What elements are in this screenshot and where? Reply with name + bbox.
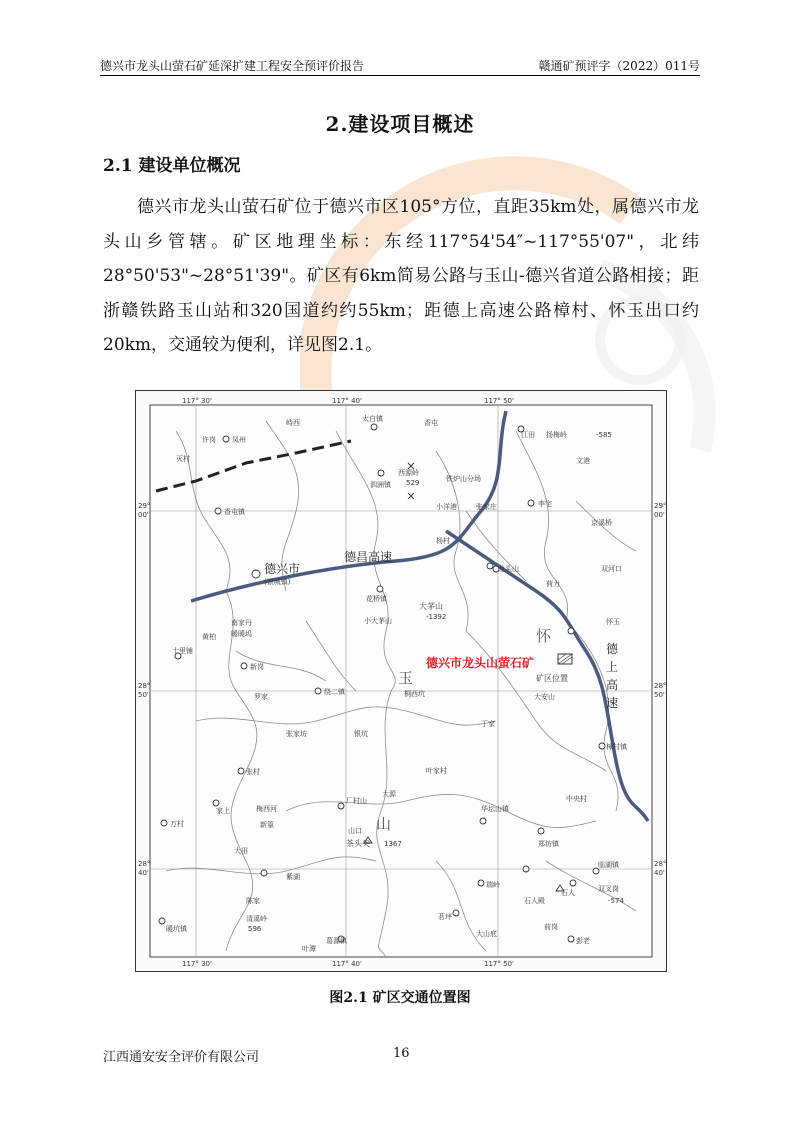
place-label: 黄柏 xyxy=(202,633,216,641)
place-label: 绕二镇 xyxy=(324,688,345,696)
place-label: 花桥镇 xyxy=(366,595,387,603)
mine-label: 德兴市龙头山萤石矿 xyxy=(426,656,535,670)
coord-right-1b: 00' xyxy=(654,511,665,519)
place-label: 1367 xyxy=(384,840,402,848)
place-label: 峙西 xyxy=(286,419,300,427)
chapter-title: 2.建设项目概述 xyxy=(325,112,475,136)
map-canvas xyxy=(136,391,666,971)
highway-deshang-char-4: 速 xyxy=(606,696,619,710)
place-label: 泗洲镇 xyxy=(370,481,391,489)
place-label: 张村 xyxy=(246,768,260,776)
place-label: 许岗 xyxy=(202,436,216,444)
place-label: 石人 xyxy=(561,889,575,897)
place-label: 大田 xyxy=(234,847,248,855)
place-label: 小大茅山 xyxy=(364,617,392,625)
place-label: -1392 xyxy=(426,613,447,621)
page-header xyxy=(100,52,700,74)
place-label: 香屯镇 xyxy=(224,508,245,516)
place-label: 万村 xyxy=(170,820,184,828)
place-label: 杨村 xyxy=(436,537,450,545)
place-label: 灭村 xyxy=(176,455,190,463)
place-label: 双河口 xyxy=(601,565,622,573)
place-label: 596 xyxy=(248,925,262,933)
place-label: 暖暖坞 xyxy=(231,630,252,638)
coord-left-1b: 00' xyxy=(138,511,149,519)
coord-left-3b: 40' xyxy=(138,869,149,877)
place-label: 陈家 xyxy=(246,897,260,905)
coord-top-3: 117° 50' xyxy=(484,397,514,405)
place-label: 怀玉 xyxy=(606,618,620,626)
place-label: 山口 xyxy=(348,827,362,835)
place-label: 彭老 xyxy=(576,937,590,945)
coord-left-1a: 29° xyxy=(138,502,151,510)
coord-right-3a: 28° xyxy=(654,860,666,868)
city-sublabel: (银城镇) xyxy=(264,578,291,586)
place-label: 龙头山 xyxy=(498,565,519,573)
location-map xyxy=(135,390,667,972)
place-label: 大安山 xyxy=(534,693,555,701)
place-label: 李宅 xyxy=(538,500,552,508)
place-label: 叶家村 xyxy=(426,767,447,775)
coord-right-3b: 40' xyxy=(654,869,665,877)
highway-dechang-label: 德昌高速 xyxy=(344,550,393,564)
place-label: 京溪桥 xyxy=(591,519,612,527)
highway-deshang-char-1: 德 xyxy=(606,642,619,656)
place-label: 丁家 xyxy=(481,720,495,728)
coord-right-1a: 29° xyxy=(654,502,666,510)
place-label: -585 xyxy=(596,431,612,439)
region-char-huai: 怀 xyxy=(536,627,552,645)
place-label: 厂村山 xyxy=(346,797,367,805)
place-label: 香屯 xyxy=(424,419,438,427)
coord-top-2: 117° 40' xyxy=(332,397,362,405)
coord-left-3a: 28° xyxy=(138,860,151,868)
header-rule xyxy=(100,75,700,76)
place-label: 罗家 xyxy=(254,693,268,701)
place-label: 张家庄 xyxy=(476,503,497,511)
place-label: 荷力 xyxy=(546,580,560,588)
place-label: 529 xyxy=(406,479,420,487)
place-label: 大茅山 xyxy=(419,602,443,611)
place-label: 茗坪 xyxy=(438,913,452,921)
coord-bottom-3: 117° 50' xyxy=(484,960,514,968)
place-label: 铁炉山分场 xyxy=(446,475,481,483)
place-label: 桐西坑 xyxy=(404,690,425,698)
region-char-yu: 玉 xyxy=(398,669,414,687)
section-heading: 2.1 建设单位概况 xyxy=(103,156,241,176)
place-label: 扬梅岭 xyxy=(546,431,567,439)
header-left: 德兴市龙头山萤石矿延深扩建工程安全预评价报告 xyxy=(100,59,365,73)
footer-page-number: 16 xyxy=(393,1046,410,1061)
coord-left-2b: 50' xyxy=(138,691,149,699)
coord-bottom-2: 117° 40' xyxy=(332,960,362,968)
coord-right-2a: 28° xyxy=(654,682,666,690)
place-label: 前岗 xyxy=(544,923,558,931)
place-label: 张家坊 xyxy=(286,730,307,738)
figure-caption: 图2.1 矿区交通位置图 xyxy=(329,990,471,1006)
place-label: 华坛山镇 xyxy=(481,805,509,813)
place-label: 新岗 xyxy=(250,663,264,671)
coord-bottom-1: 117° 30' xyxy=(182,960,212,968)
place-label: 石人殿 xyxy=(524,897,545,905)
place-label: 暖坑镇 xyxy=(166,925,187,933)
place-label: 临湖镇 xyxy=(598,861,619,869)
footer-company: 江西通安安全评价有限公司 xyxy=(103,1050,260,1065)
place-label: 十里铺 xyxy=(172,647,193,655)
place-label: 南家丹 xyxy=(231,619,252,627)
place-label: 紫湖 xyxy=(286,873,300,881)
mine-location-label: 矿区位置 xyxy=(536,674,568,683)
place-label: 银坑 xyxy=(354,730,368,738)
place-label: 瑞岭 xyxy=(486,881,500,889)
place-label: 清溪岭 xyxy=(246,915,267,923)
place-label: 大山底 xyxy=(476,930,497,938)
place-label: 文港 xyxy=(576,457,590,465)
place-label: 家上 xyxy=(216,807,230,815)
place-label: -574 xyxy=(608,897,624,905)
place-label: 茶头尖 xyxy=(346,839,370,848)
place-label: 郑坊镇 xyxy=(538,840,559,848)
place-label: 西源岭 xyxy=(398,469,419,477)
place-label: 小洋港 xyxy=(436,503,457,511)
body-paragraph: 德兴市龙头山萤石矿位于德兴市区105°方位，直距35km处，属德兴市龙头山乡管辖。矿区地理坐标：东经117°54'54″~117°55'07"，北纬28°50'53"~28°51'39"。矿区有6km简易公路与玉山-德兴省道公路相接；距浙赣铁路玉山站和320国道约约55km；距德上高速公路樟村、怀玉出口约20km，交通较为便利，详见图2.1。 xyxy=(103,197,699,355)
place-label: 凤州 xyxy=(232,436,246,444)
place-label: 葛源镇 xyxy=(326,937,347,945)
coord-top-1: 117° 30' xyxy=(182,397,212,405)
place-label: 新篁 xyxy=(260,821,274,829)
coord-left-2a: 28° xyxy=(138,682,151,690)
coord-right-2b: 50' xyxy=(654,691,665,699)
header-right: 赣通矿预评字（2022）011号 xyxy=(538,59,700,73)
highway-deshang-char-3: 高 xyxy=(606,678,619,692)
place-label: 中央村 xyxy=(566,795,587,803)
place-label: 大源 xyxy=(382,790,396,798)
city-label: 德兴市 xyxy=(264,562,301,576)
place-label: 樟村镇 xyxy=(606,743,627,751)
place-label: 叶潭 xyxy=(302,945,316,953)
region-char-shan: 山 xyxy=(376,815,392,833)
place-label: 梅西河 xyxy=(256,805,277,813)
place-label: 双叉岗 xyxy=(598,885,619,893)
place-label: 太白镇 xyxy=(362,415,383,423)
place-label: 江田 xyxy=(521,431,535,439)
highway-deshang-char-2: 上 xyxy=(606,660,619,674)
